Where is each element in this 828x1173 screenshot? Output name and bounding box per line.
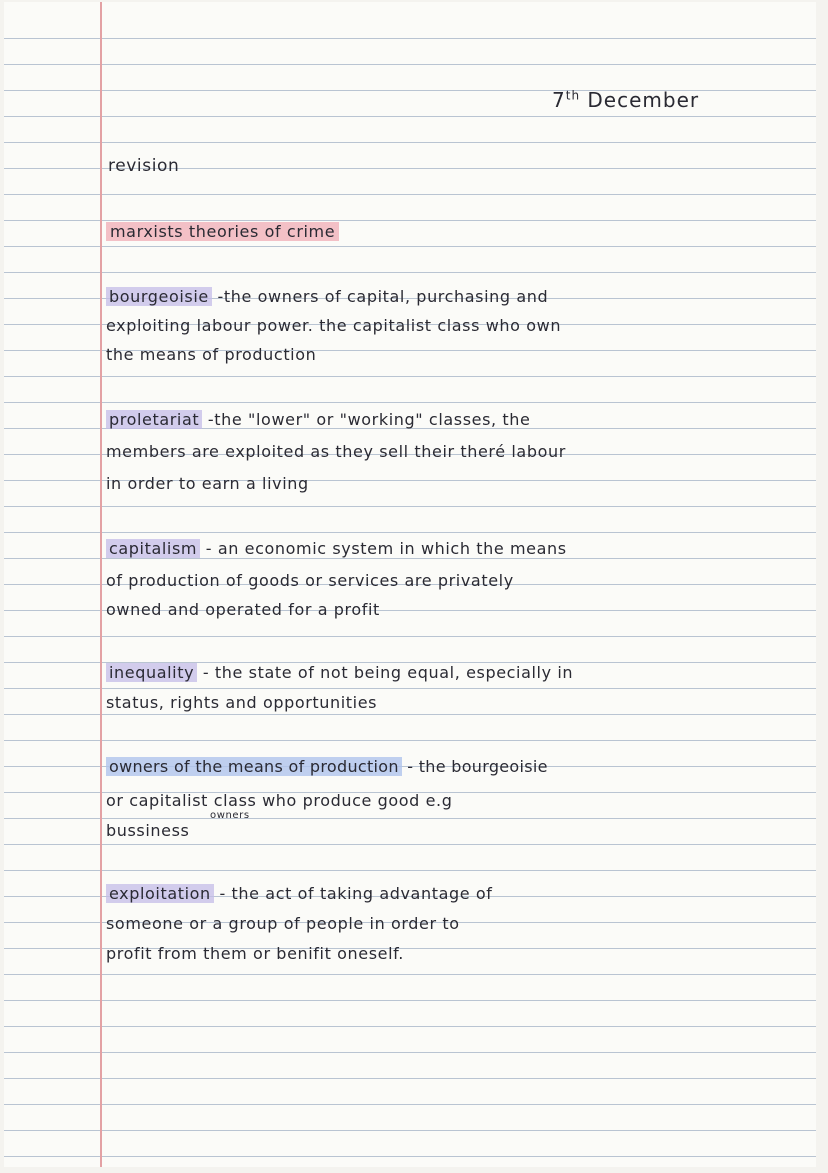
revision-heading: revision: [108, 156, 180, 176]
term-owners-of-means: owners of the means of production: [106, 757, 402, 776]
definition-line: profit from them or benifit oneself.: [106, 944, 404, 963]
definition-exploitation: exploitation - the act of taking advantage of: [106, 884, 493, 903]
definition-line: status, rights and opportunities: [106, 693, 378, 712]
definition-owners-of-means: owners of the means of production - the bourgeoisie: [106, 757, 548, 776]
definition-line: or capitalist class who produce good e.g: [106, 791, 453, 810]
definition-inequality: inequality - the state of not being equal, especially in: [106, 663, 573, 682]
definition-line: in order to earn a living: [106, 474, 309, 493]
definition-line: members are exploited as they sell their theré labour: [106, 442, 566, 461]
term-proletariat: proletariat: [106, 410, 202, 429]
definition-line: owned and operated for a profit: [106, 600, 380, 619]
definition-line: of production of goods or services are privately: [106, 571, 514, 590]
handwritten-annotation: owners: [210, 810, 250, 821]
definition-line: the means of production: [106, 345, 317, 364]
definition-line: exploiting labour power. the capitalist class who own: [106, 316, 562, 335]
term-inequality: inequality: [106, 663, 197, 682]
term-exploitation: exploitation: [106, 884, 214, 903]
definition-line: bussiness: [106, 821, 190, 840]
topic-title: marxists theories of crime: [106, 222, 339, 241]
definition-line: someone or a group of people in order to: [106, 914, 460, 933]
notebook-page: [4, 2, 816, 1167]
margin-line: [100, 2, 102, 1167]
definition-proletariat: proletariat -the "lower" or "working" classes, the: [106, 410, 530, 429]
definition-capitalism: capitalism - an economic system in which the means: [106, 539, 567, 558]
definition-bourgeoisie: bourgeoisie -the owners of capital, purchasing and: [106, 287, 548, 306]
term-bourgeoisie: bourgeoisie: [106, 287, 212, 306]
term-capitalism: capitalism: [106, 539, 200, 558]
date: 7th December: [552, 88, 700, 112]
